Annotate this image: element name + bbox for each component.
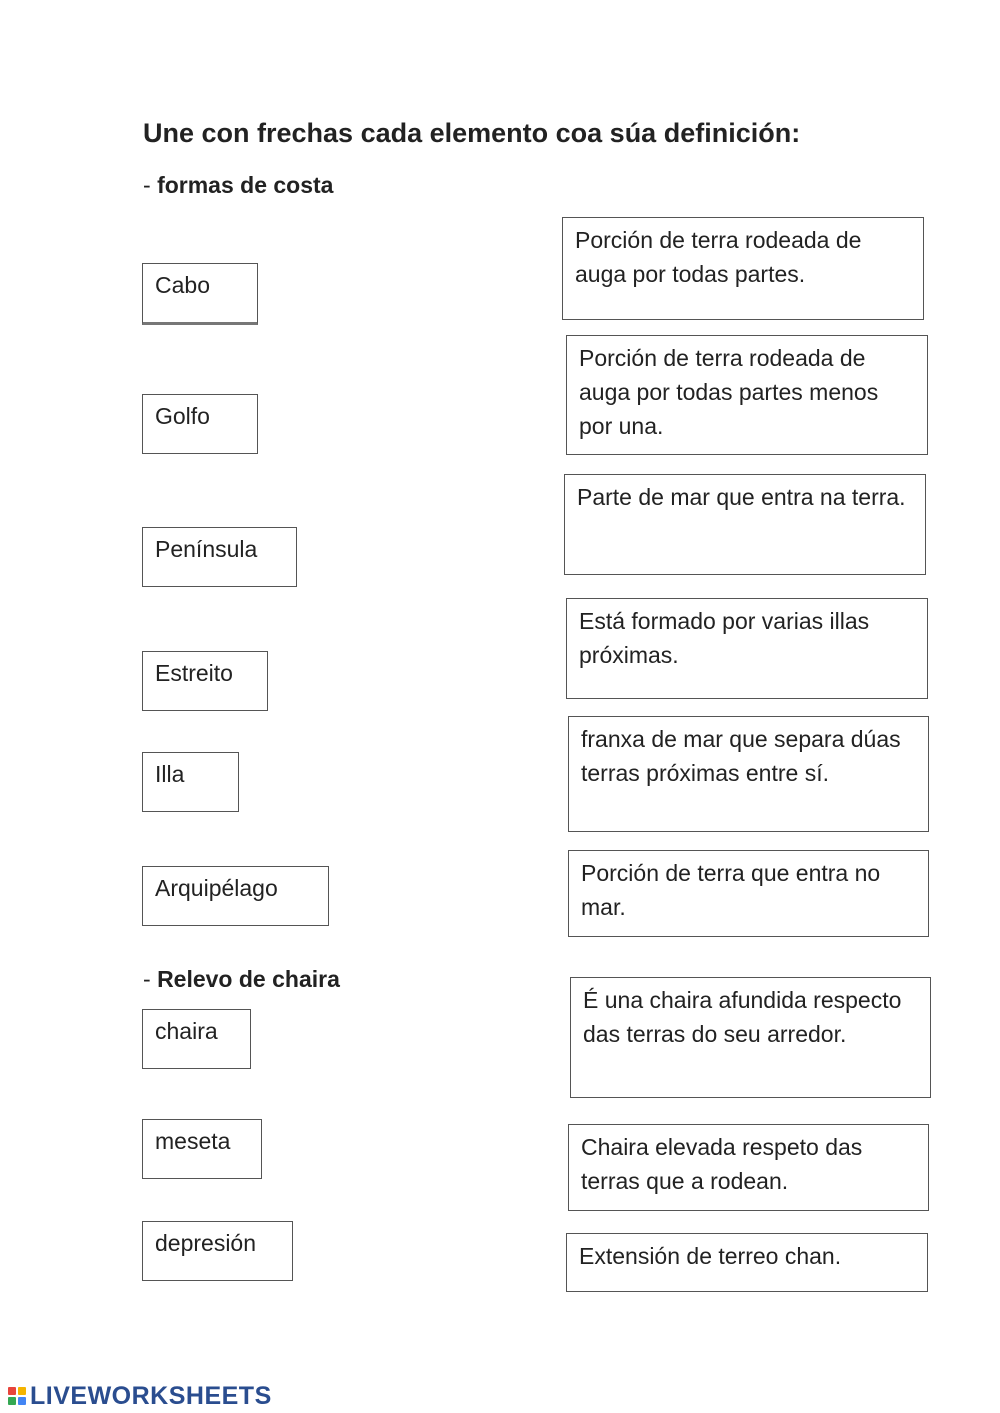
definition-text: Porción de terra rodeada de auga por todas partes. [575, 227, 862, 287]
definition-box[interactable] [568, 850, 929, 937]
section-heading-plain [143, 966, 340, 993]
term-label: Estreito [155, 660, 233, 686]
definition-box[interactable] [562, 217, 924, 320]
term-box-arquipelago[interactable] [142, 866, 329, 926]
definition-text: Está formado por varias illas próximas. [579, 608, 870, 668]
term-box-depresion[interactable] [142, 1221, 293, 1281]
definition-box[interactable] [568, 1124, 929, 1211]
term-box-peninsula[interactable] [142, 527, 297, 587]
logo-square [18, 1387, 26, 1395]
page-title: Une con frechas cada elemento coa súa definición: [143, 118, 801, 148]
definition-text: Porción de terra rodeada de auga por todas partes menos por una. [579, 345, 879, 439]
logo-square [8, 1387, 16, 1395]
term-box-illa[interactable] [142, 752, 239, 812]
definition-box[interactable] [564, 474, 926, 575]
term-box-estreito[interactable] [142, 651, 268, 711]
term-label: Arquipélago [155, 875, 278, 901]
term-box-chaira[interactable] [142, 1009, 251, 1069]
term-label: chaira [155, 1018, 218, 1044]
definition-text: franxa de mar que separa dúas terras próximas entre sí. [581, 726, 901, 786]
definition-box[interactable] [566, 1233, 928, 1292]
brand-text: LIVEWORKSHEETS [30, 1381, 272, 1410]
section-label: formas de costa [157, 172, 334, 198]
definition-text: Porción de terra que entra no mar. [581, 860, 881, 920]
definition-box[interactable] [568, 716, 929, 832]
section-dash: - [143, 966, 158, 992]
definition-text: É una chaira afundida respecto das terras do seu arredor. [583, 987, 902, 1047]
term-label: Península [155, 536, 258, 562]
term-box-golfo[interactable] [142, 394, 258, 454]
section-dash: - [143, 172, 158, 198]
logo-square [8, 1397, 16, 1405]
definition-box[interactable] [566, 598, 928, 699]
definition-text: Chaira elevada respeto das terras que a rodean. [581, 1134, 863, 1194]
definition-text: Extensión de terreo chan. [579, 1243, 842, 1269]
logo-grid-icon [8, 1387, 26, 1405]
logo-square [18, 1397, 26, 1405]
term-box-meseta[interactable] [142, 1119, 262, 1179]
definition-text: Parte de mar que entra na terra. [577, 484, 906, 510]
term-label: Golfo [155, 403, 210, 429]
liveworksheets-logo [8, 1381, 272, 1411]
term-box-cabo[interactable] [142, 263, 258, 325]
term-label: depresión [155, 1230, 257, 1256]
section-heading-coast [143, 172, 333, 199]
section-label: Relevo de chaira [157, 966, 340, 992]
term-label: Cabo [155, 272, 210, 298]
definition-box[interactable] [570, 977, 931, 1098]
definition-box[interactable] [566, 335, 928, 455]
term-label: meseta [155, 1128, 231, 1154]
term-label: Illa [155, 761, 185, 787]
